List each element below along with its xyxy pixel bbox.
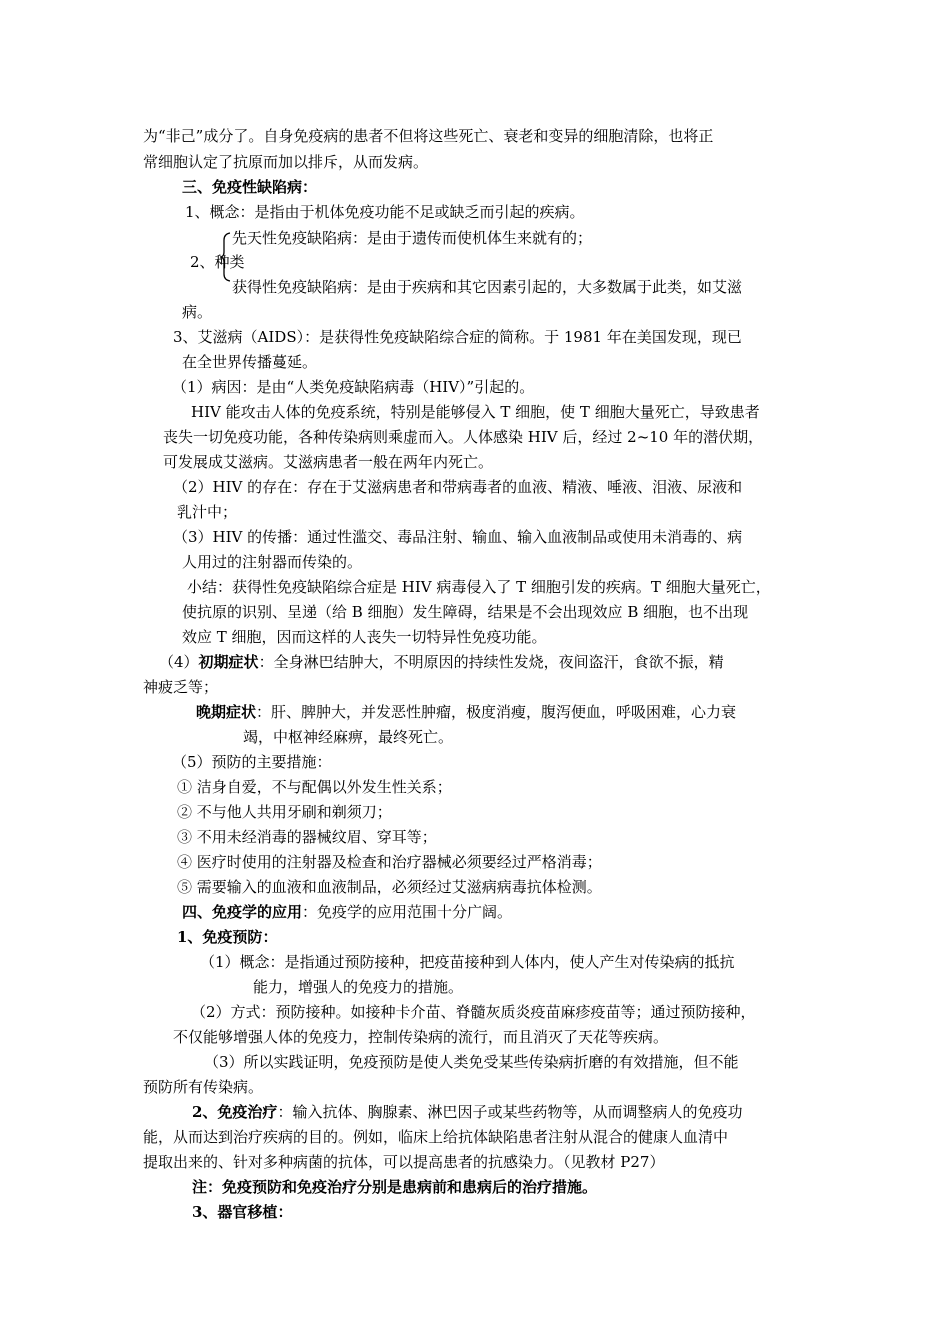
early-symptoms-line-2: 神疲乏等； — [143, 678, 219, 696]
immunodeficiency-concept: 1、概念：是指由于机体免疫功能不足或缺乏而引起的疾病。 — [185, 203, 585, 221]
section-3-title: 三、免疫性缺陷病： — [182, 178, 318, 196]
early-symptoms-line-1 — [159, 652, 724, 672]
early-symptoms-label: 初期症状 — [198, 653, 259, 671]
hiv-transmission-line-1: （3）HIV 的传播：通过性滥交、毒品注射、输血、输入血液制品或使用未消毒的、病 — [173, 528, 743, 546]
hiv-existence-line-2: 乳汁中； — [177, 503, 238, 521]
organ-transplant-title: 3、器官移植： — [192, 1203, 293, 1221]
late-symptoms-text: ：肝、脾肿大，并发恶性肿瘤，极度消瘦，腹泻便血，呼吸困难，心力衰 — [256, 703, 737, 721]
hiv-attack-line-1: HIV 能攻击人体的免疫系统，特别是能够侵入 T 细胞，使 T 细胞大量死亡，导致患者 — [191, 403, 760, 421]
vaccination-concept-line-2: 能力，增强人的免疫力的措施。 — [253, 978, 464, 996]
intro-line-1: 为“非己”成分了。自身免疫病的患者不但将这些死亡、衰老和变异的细胞清除，也将正 — [143, 127, 714, 145]
immune-therapy-line-1 — [192, 1102, 742, 1122]
prevention-title: （5）预防的主要措施： — [172, 753, 332, 771]
prevention-item: ⑤ 需要输入的血液和血液制品，必须经过艾滋病病毒抗体检测。 — [177, 878, 602, 896]
vaccination-method-line-1: （2）方式：预防接种。如接种卡介苗、脊髓灰质炎疫苗麻疹疫苗等；通过预防接种， — [191, 1003, 756, 1021]
aids-definition-line-1: 3、艾滋病（AIDS）：是获得性免疫缺陷综合症的简称。于 1981 年在美国发现，现已 — [173, 328, 742, 346]
immune-therapy-line-3: 提取出来的、针对多种病菌的抗体，可以提高患者的抗感染力。（见教材 P27） — [143, 1153, 665, 1171]
note: 注：免疫预防和免疫治疗分别是患病前和患病后的治疗措施。 — [192, 1178, 598, 1196]
hiv-attack-line-2: 丧失一切免疫功能，各种传染病则乘虚而入。人体感染 HIV 后，经过 2~10 年的潜伏期， — [163, 428, 764, 446]
late-symptoms-label: 晚期症状 — [196, 703, 257, 721]
hiv-existence-line-1: （2）HIV 的存在：存在于艾滋病患者和带病毒者的血液、精液、唾液、泪液、尿液和 — [173, 478, 743, 496]
prevention-item: ③ 不用未经消毒的器械纹眉、穿耳等； — [177, 828, 437, 846]
summary-line-3: 效应 T 细胞，因而这样的人丧失一切特异性免疫功能。 — [182, 628, 547, 646]
vaccination-concept-line-1: （1）概念：是指通过预防接种，把疫苗接种到人体内，使人产生对传染病的抵抗 — [200, 953, 735, 971]
section-4-title-bold: 四、免疫学的应用 — [182, 903, 303, 921]
early-symptoms-number: （4） — [159, 653, 199, 671]
hiv-transmission-line-2: 人用过的注射器而传染的。 — [182, 553, 363, 571]
aids-cause: （1）病因：是由“人类免疫缺陷病毒（HIV）”引起的。 — [172, 378, 535, 396]
late-symptoms-line-2: 竭，中枢神经麻痹，最终死亡。 — [243, 728, 454, 746]
early-symptoms-text: ：全身淋巴结肿大，不明原因的持续性发烧，夜间盗汗，食欲不振，精 — [258, 653, 724, 671]
vaccination-method-line-2: 不仅能够增强人体的免疫力，控制传染病的流行，而且消灭了天花等疾病。 — [173, 1028, 669, 1046]
type-acquired-line-2: 病。 — [182, 303, 213, 321]
vaccination-proof-line-1: （3）所以实践证明，免疫预防是使人类免受某些传染病折磨的有效措施，但不能 — [204, 1053, 739, 1071]
vaccination-proof-line-2: 预防所有传染病。 — [143, 1078, 264, 1096]
immune-therapy-label: 2、免疫治疗 — [192, 1103, 278, 1121]
prevention-item: ② 不与他人共用牙刷和剃须刀； — [177, 803, 392, 821]
aids-definition-line-2: 在全世界传播蔓延。 — [182, 353, 318, 371]
immune-prevention-title: 1、免疫预防： — [177, 928, 278, 946]
hiv-attack-line-3: 可发展成艾滋病。艾滋病患者一般在两年内死亡。 — [163, 453, 494, 471]
type-acquired-line-1: 获得性免疫缺陷病：是由于疾病和其它因素引起的，大多数属于此类，如艾滋 — [232, 278, 743, 296]
types-label: 2、种类 — [190, 253, 245, 271]
summary-line-1: 小结：获得性免疫缺陷综合症是 HIV 病毒侵入了 T 细胞引发的疾病。T 细胞大量死亡， — [187, 578, 771, 596]
immune-therapy-text: ：输入抗体、胸腺素、淋巴因子或某些药物等，从而调整病人的免疫功 — [277, 1103, 743, 1121]
intro-line-2: 常细胞认定了抗原而加以排斥，从而发病。 — [143, 153, 429, 171]
section-4-title-rest: ：免疫学的应用范围十分广阔。 — [302, 903, 513, 921]
type-congenital: 先天性免疫缺陷病：是由于遗传而使机体生来就有的； — [232, 229, 593, 247]
prevention-item: ① 洁身自爱，不与配偶以外发生性关系； — [177, 778, 452, 796]
summary-line-2: 使抗原的识别、呈递（给 B 细胞）发生障碍，结果是不会出现效应 B 细胞，也不出现 — [182, 603, 749, 621]
late-symptoms-line-1 — [196, 702, 736, 722]
prevention-item: ④ 医疗时使用的注射器及检查和治疗器械必须要经过严格消毒； — [177, 853, 602, 871]
immune-therapy-line-2: 能，从而达到治疗疾病的目的。例如，临床上给抗体缺陷患者注射从混合的健康人血清中 — [143, 1128, 729, 1146]
section-4-title — [182, 902, 512, 922]
